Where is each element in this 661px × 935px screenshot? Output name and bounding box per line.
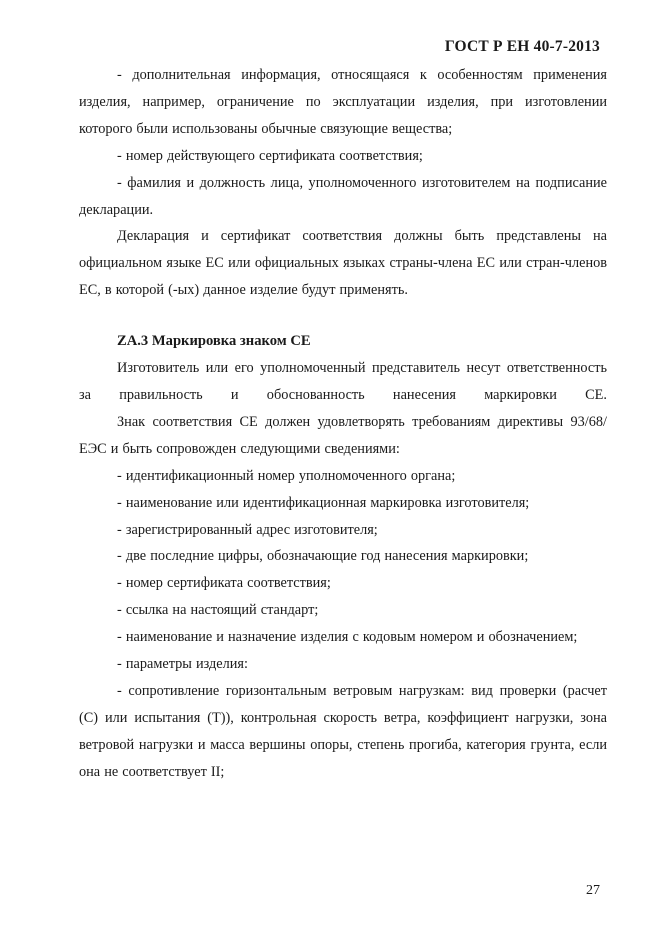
paragraph-additional-info: - дополнительная информация, относящаяся к особенностям применения изделия, например, ограничение по эксплуатации изделия, при изготовлении которого были использованы обычные связующие вещества;	[79, 67, 607, 137]
list-item-notified-body-id: - идентификационный номер уполномоченного органа;	[117, 467, 456, 484]
list-item-year-digits: - две последние цифры, обозначающие год нанесения маркировки;	[117, 548, 529, 565]
paragraph-ce-mark-requirements: Знак соответствия СЕ должен удовлетворять требованиям директивы 93/68/ЕЭС и быть сопровожден следующими сведениями:	[79, 413, 607, 457]
list-item-manufacturer-name: - наименование или идентификационная маркировка изготовителя;	[117, 494, 530, 511]
list-item-standard-reference: - ссылка на настоящий стандарт;	[117, 602, 319, 619]
section-heading-ce-marking: ZA.3 Маркировка знаком СЕ	[117, 333, 311, 350]
list-item-product-designation: - наименование и назначение изделия с кодовым номером и обозначением;	[117, 629, 578, 646]
paragraph-declaration-language: Декларация и сертификат соответствия должны быть представлены на официальном языке ЕС или официальных языках страны-члена ЕС или стран-членов ЕС, в которой (-ых) данное изделие будут применять.	[79, 228, 607, 299]
document-code-header: ГОСТ Р ЕН 40-7-2013	[444, 38, 600, 55]
paragraph-authorized-person: - фамилия и должность лица, уполномоченного изготовителем на подписание декларации.	[79, 174, 607, 218]
list-item-manufacturer-address: - зарегистрированный адрес изготовителя;	[117, 521, 378, 538]
list-item-product-parameters: - параметры изделия:	[117, 656, 248, 673]
page-number: 27	[586, 883, 600, 898]
paragraph-certificate-number: - номер действующего сертификата соответствия;	[117, 147, 423, 164]
list-item-certificate-number: - номер сертификата соответствия;	[117, 575, 331, 592]
document-body	[79, 62, 607, 786]
list-item-wind-load-resistance: - сопротивление горизонтальным ветровым нагрузкам: вид проверки (расчет (С) или испытания (Т)), контрольная скорость ветра, коэффициент нагрузки, зона ветровой нагрузки и масса вершины опоры, степень прогиба, категория грунта, если она не соответствует II;	[79, 682, 607, 780]
paragraph-manufacturer-responsibility: Изготовитель или его уполномоченный представитель несут ответственность за правильность и обоснованность нанесения маркировки СЕ.	[79, 360, 607, 403]
section-spacer	[79, 304, 607, 328]
